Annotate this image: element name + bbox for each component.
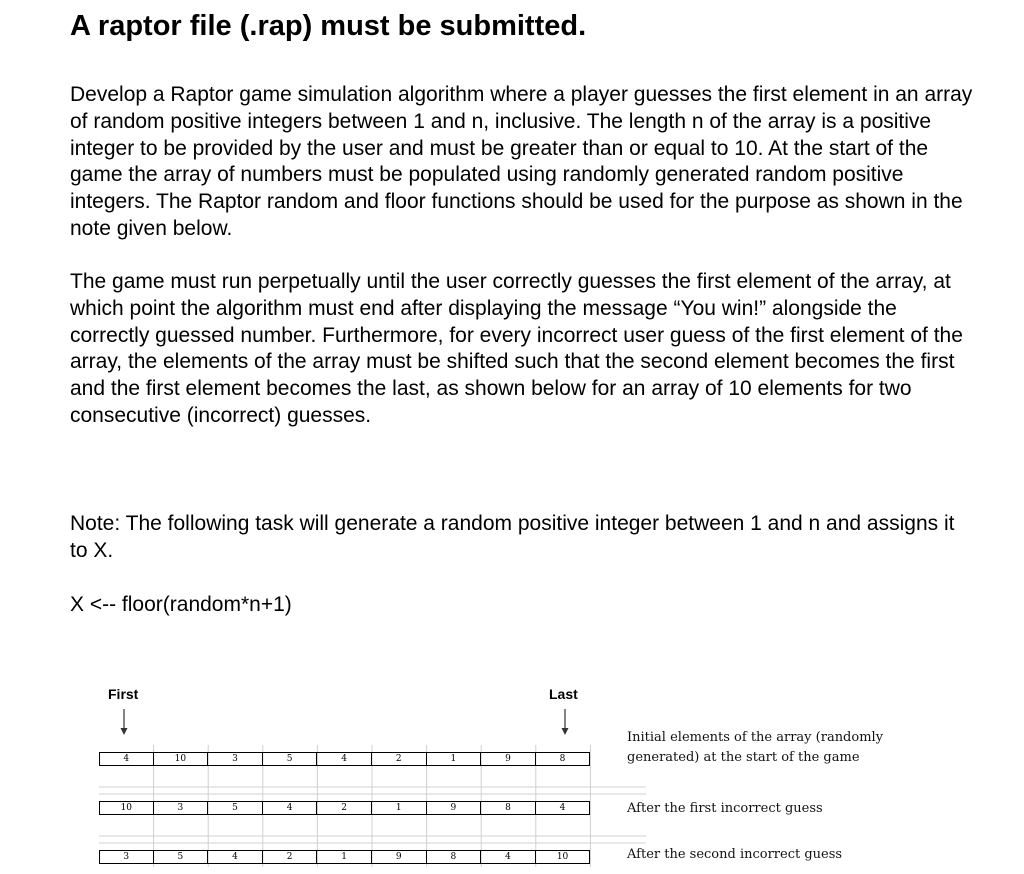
- array-cell: 10: [154, 752, 209, 766]
- array-cell: 5: [208, 801, 263, 815]
- array-cell: 1: [427, 752, 482, 766]
- array-cell: 10: [99, 801, 154, 815]
- array-cell: 5: [263, 752, 318, 766]
- array-cell: 3: [208, 752, 263, 766]
- rules-paragraph: The game must run perpetually until the user correctly guesses the first element of the array, at which point the algorithm must end after displaying the message “You win!” alongside the correctly guessed number. Furthermore, for every incorrect user guess of the first element of the array, the elements of the array must be shifted such that the second element becomes the first and the first element becomes the last, as shown below for an array of 10 elements for two consecutive (incorrect) guesses.: [70, 270, 963, 427]
- array-cell: 2: [317, 801, 372, 815]
- formula-line: X <-- floor(random*n+1): [70, 593, 292, 616]
- first-label: First: [108, 686, 139, 702]
- array-cell: 3: [99, 850, 154, 864]
- caption-first-guess: After the first incorrect guess: [627, 801, 823, 816]
- array-cell: 4: [481, 850, 536, 864]
- array-cell: 4: [536, 801, 591, 815]
- array-cell: 9: [427, 801, 482, 815]
- array-cell: 3: [154, 801, 209, 815]
- array-cell: 9: [481, 752, 536, 766]
- arrow-down-icon: [558, 709, 572, 735]
- array-cell: 2: [372, 752, 427, 766]
- array-cell: 1: [372, 801, 427, 815]
- array-cell: 8: [427, 850, 482, 864]
- array-cell: 4: [317, 752, 372, 766]
- array-row-initial: [99, 752, 590, 767]
- arrow-down-icon: [117, 709, 131, 735]
- caption-second-guess: After the second incorrect guess: [627, 847, 843, 862]
- array-cell: 9: [372, 850, 427, 864]
- array-cell: 8: [536, 752, 591, 766]
- array-cell: 5: [154, 850, 209, 864]
- array-row-after-first-guess: [99, 801, 590, 816]
- array-cell: 2: [263, 850, 318, 864]
- caption-initial: Initial elements of the array (randomly generated) at the start of the game: [627, 730, 884, 765]
- array-cell: 4: [263, 801, 318, 815]
- array-cell: 4: [99, 752, 154, 766]
- array-cell: 10: [536, 850, 591, 864]
- page-title: A raptor file (.rap) must be submitted.: [70, 10, 587, 42]
- array-row-after-second-guess: [99, 850, 590, 865]
- array-cell: 1: [317, 850, 372, 864]
- intro-paragraph: Develop a Raptor game simulation algorithm where a player guesses the first element in an array of random positive integers between 1 and n, inclusive. The length n of the array is a positive integer to be provided by the user and must be greater than or equal to 10. At the start of the game the array of numbers must be populated using randomly generated random positive integers. The Raptor random and floor functions should be used for the purpose as shown in the note given below.: [70, 83, 973, 240]
- array-cell: 8: [481, 801, 536, 815]
- note-paragraph: Note: The following task will generate a random positive integer between 1 and n and assigns it to X.: [70, 512, 955, 562]
- array-cell: 4: [208, 850, 263, 864]
- last-label: Last: [549, 686, 578, 702]
